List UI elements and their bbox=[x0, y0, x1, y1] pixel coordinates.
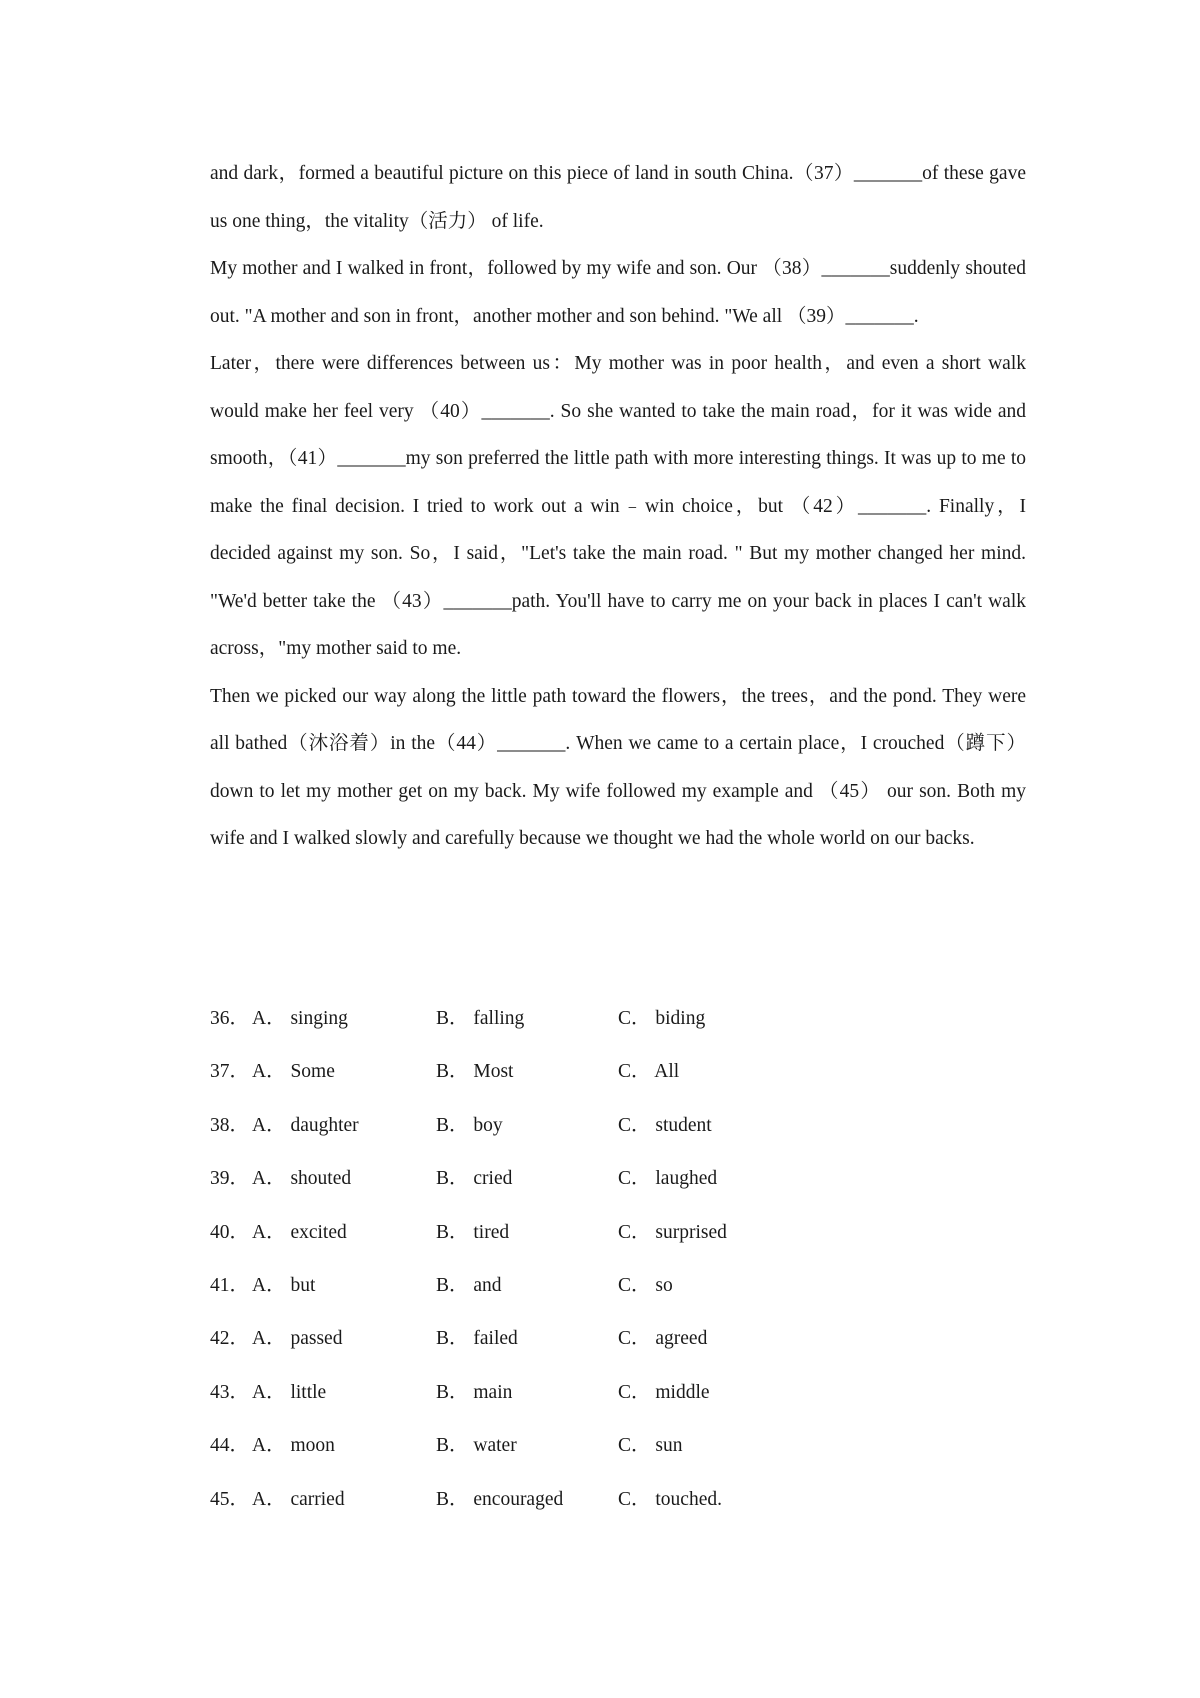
option-c: C． agreed bbox=[618, 1328, 708, 1350]
cloze-passage bbox=[210, 150, 1026, 863]
option-b: B． and bbox=[436, 1274, 502, 1296]
question-number: 42． bbox=[210, 1328, 250, 1350]
option-c: C． sun bbox=[618, 1435, 683, 1457]
option-row-41 bbox=[210, 1266, 1026, 1319]
option-b: B． falling bbox=[436, 1008, 525, 1029]
option-b: B． cried bbox=[436, 1168, 513, 1190]
option-b: B． water bbox=[436, 1435, 517, 1457]
option-c: C． surprised bbox=[618, 1221, 727, 1243]
option-b: B． tired bbox=[436, 1221, 510, 1243]
question-number: 38． bbox=[210, 1114, 250, 1136]
option-b: B． encouraged bbox=[436, 1488, 564, 1510]
option-c: C． student bbox=[618, 1114, 712, 1136]
option-c: C． All bbox=[618, 1061, 680, 1083]
question-number: 41． bbox=[210, 1274, 250, 1296]
answer-options bbox=[210, 999, 1026, 1533]
passage-paragraph: and dark，formed a beautiful picture on this piece of land in south China.（37）_______of these gave us one thing，the vitality（活力） of life. bbox=[210, 163, 1026, 232]
option-row-36 bbox=[210, 999, 1026, 1052]
option-row-42 bbox=[210, 1319, 1026, 1372]
option-a: A． little bbox=[252, 1381, 327, 1403]
option-row-38 bbox=[210, 1106, 1026, 1159]
question-number: 44． bbox=[210, 1435, 250, 1457]
option-row-40 bbox=[210, 1213, 1026, 1266]
option-a: A． but bbox=[252, 1274, 316, 1296]
option-b: B． boy bbox=[436, 1114, 503, 1136]
option-b: B． Most bbox=[436, 1061, 514, 1083]
question-number: 36． bbox=[210, 1008, 250, 1029]
option-a: A． carried bbox=[252, 1488, 345, 1510]
passage-paragraph: Then we picked our way along the little path toward the flowers，the trees，and the pond. They were all bathed（沐浴着）in the（44）_______. When we came to a certain place，I crouched（蹲下）down to let my mother get on my back. My wife followed my example and （45） our son. Both my wife and I walked slowly and carefully because we thought we had the whole world on our backs. bbox=[210, 685, 1026, 849]
option-a: A． excited bbox=[252, 1221, 347, 1243]
option-c: C． so bbox=[618, 1274, 673, 1296]
option-c: C． biding bbox=[618, 1008, 706, 1029]
option-a: A． moon bbox=[252, 1435, 335, 1457]
question-number: 37． bbox=[210, 1061, 250, 1083]
question-number: 40． bbox=[210, 1221, 250, 1243]
option-row-44 bbox=[210, 1426, 1026, 1479]
option-b: B． failed bbox=[436, 1328, 518, 1350]
question-number: 43． bbox=[210, 1381, 250, 1403]
option-c: C． touched. bbox=[618, 1488, 722, 1510]
option-row-43 bbox=[210, 1373, 1026, 1426]
option-a: A． passed bbox=[252, 1328, 343, 1350]
option-row-39 bbox=[210, 1159, 1026, 1212]
option-b: B． main bbox=[436, 1381, 513, 1403]
option-a: A． daughter bbox=[252, 1114, 359, 1136]
option-c: C． middle bbox=[618, 1381, 710, 1403]
option-c: C． laughed bbox=[618, 1168, 718, 1190]
option-a: A． Some bbox=[252, 1061, 335, 1083]
option-a: A． shouted bbox=[252, 1168, 352, 1190]
passage-paragraph: My mother and I walked in front，followed by my wife and son. Our （38）_______suddenly shouted out. "A mother and son in front，another mother and son behind. "We all （39）_______. bbox=[210, 258, 1026, 327]
passage-paragraph: Later，there were differences between us：My mother was in poor health，and even a short walk would make her feel very （40）_______. So she wanted to take the main road，for it was wide and smooth，（41）_______my son preferred the little path with more interesting things. It was up to me to make the final decision. I tried to work out a win﹣win choice，but （42）_______. Finally，I decided against my son. So，I said，"Let's take the main road. " But my mother changed her mind. "We'd better take the （43）_______path. You'll have to carry me on your back in places I can't walk across，"my mother said to me. bbox=[210, 353, 1026, 659]
question-number: 45． bbox=[210, 1488, 250, 1510]
option-a: A． singing bbox=[252, 1008, 348, 1029]
option-row-37 bbox=[210, 1052, 1026, 1105]
question-number: 39． bbox=[210, 1168, 250, 1190]
option-row-45 bbox=[210, 1480, 1026, 1533]
